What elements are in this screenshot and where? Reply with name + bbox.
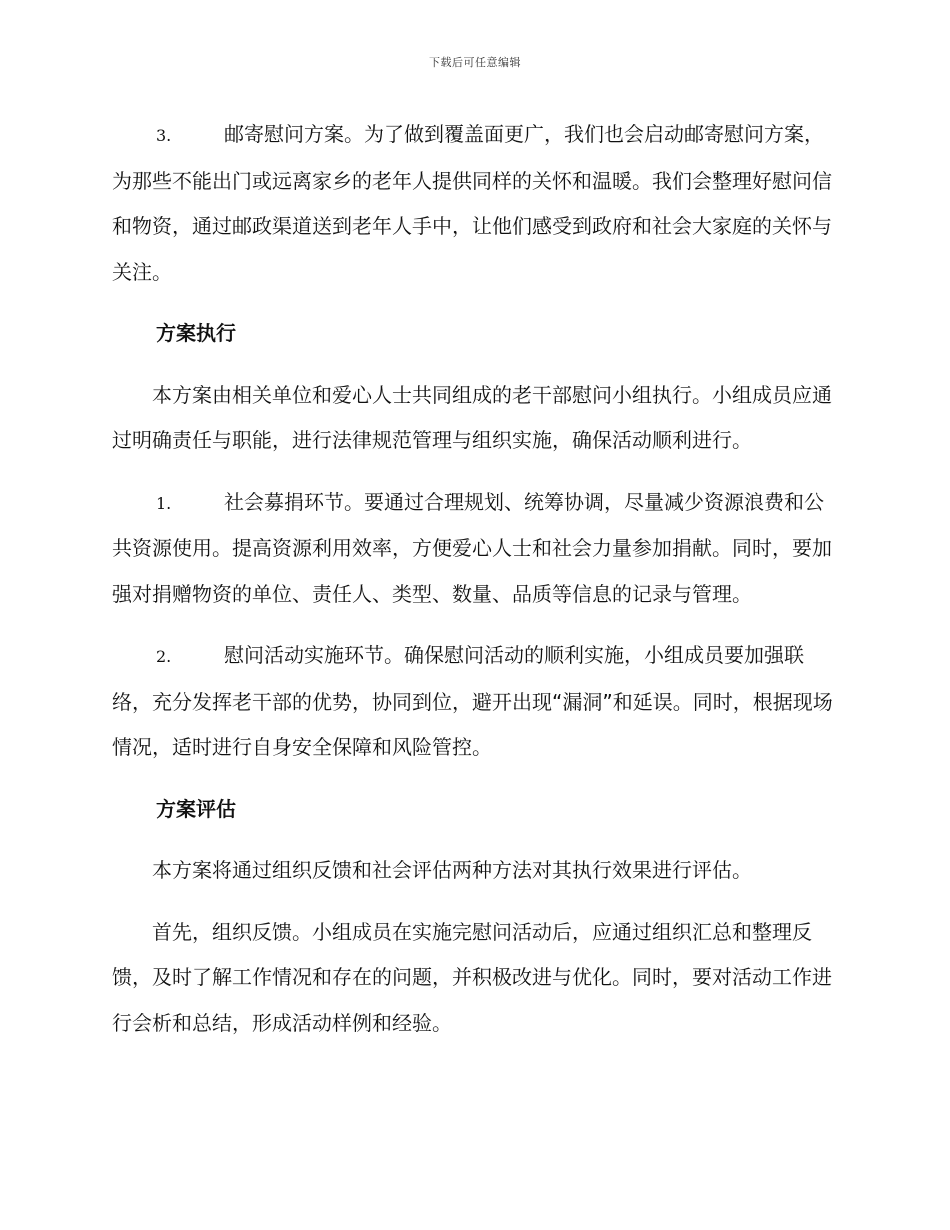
page-header-note: 下载后可任意编辑 — [429, 56, 521, 69]
evaluation-intro-paragraph: 本方案将通过组织反馈和社会评估两种方法对其执行效果进行评估。 — [152, 858, 752, 882]
implementation-paragraph — [112, 633, 834, 771]
feedback-paragraph: 首先，组织反馈。小组成员在实施完慰问活动后，应通过组织汇总和整理反馈，及时了解工作情况和存在的问题，并积极改进与优化。同时，要对活动工作进行会析和总结，形成活动样例和经验。 — [112, 919, 832, 1035]
paragraph-text: 邮寄慰问方案。为了做到覆盖面更广，我们也会启动邮寄慰问方案，为那些不能出门或远离家乡的老年人提供同样的关怀和温暖。我们会整理好慰问信和物资，通过邮政渠道送到老年人手中，让他们感受到政府和社会大家庭的关怀与关注。 — [112, 122, 832, 284]
donation-paragraph — [112, 480, 834, 618]
list-number: 3. — [156, 126, 172, 145]
document-body — [112, 112, 834, 1062]
list-number: 2. — [156, 647, 172, 666]
section-heading-execution: 方案执行 — [156, 321, 236, 345]
paragraph-text: 慰问活动实施环节。确保慰问活动的顺利实施，小组成员要加强联络，充分发挥老干部的优势，协同到位，避开出现“漏洞”和延误。同时，根据现场情况，适时进行自身安全保障和风险管控。 — [112, 643, 833, 759]
section-heading-evaluation: 方案评估 — [156, 796, 236, 821]
list-number: 1. — [156, 493, 172, 513]
mail-plan-paragraph — [112, 112, 834, 295]
execution-intro-paragraph: 本方案由相关单位和爱心人士共同组成的老干部慰问小组执行。小组成员应通过明确责任与职能，进行法律规范管理与组织实施，确保活动顺利进行。 — [112, 382, 832, 452]
paragraph-text: 社会募捐环节。要通过合理规划、统筹协调，尽量减少资源浪费和公共资源使用。提高资源利用效率，方便爱心人士和社会力量参加捐献。同时，要加强对捐赠物资的单位、责任人、类型、数量、品质等信息的记录与管理。 — [112, 489, 832, 606]
